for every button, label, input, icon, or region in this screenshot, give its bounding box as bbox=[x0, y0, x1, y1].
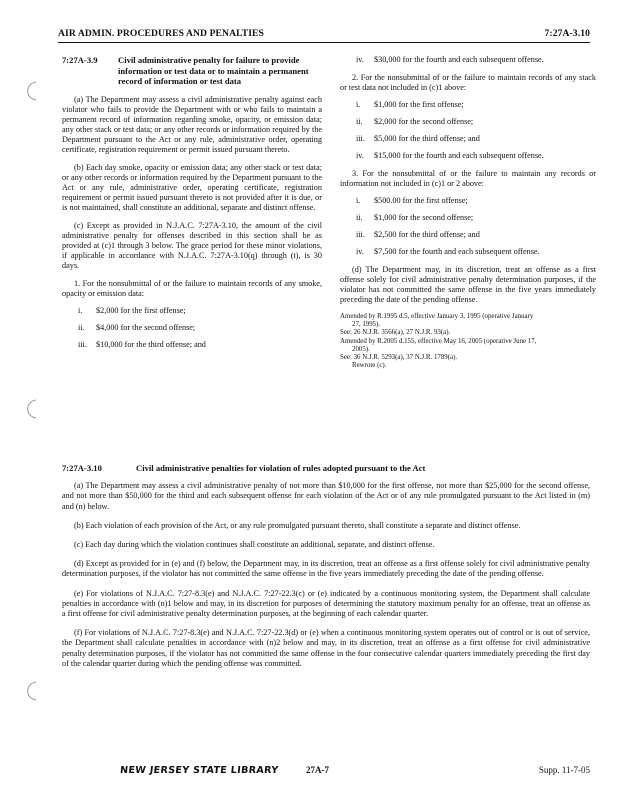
history-line: See: 26 N.J.R. 3566(a), 27 N.J.R. 93(a). bbox=[340, 329, 451, 337]
list-item: ii. $1,000 for the second offense; bbox=[356, 213, 474, 222]
punch-hole-icon bbox=[22, 398, 40, 420]
history-notes bbox=[340, 313, 596, 370]
item-2-intro: 2. For the nonsubmittal of or the failure to maintain records of any stack or test data not included in (c)1 above: bbox=[340, 73, 596, 92]
paragraph-c: (c) Except as provided in N.J.A.C. 7:27A-3.10, the amount of the civil administrative penalty for offenses described in this section shall be as provided at (c)1 through 3 below. The grace period for these minor violations, if applicable in accordance with N.J.A.C. 7:27A-3.10(q) through (t), is 30 days. bbox=[62, 220, 322, 270]
punch-hole-icon bbox=[22, 680, 40, 702]
paragraph-a: (a) The Department may assess a civil administrative penalty against each violator who fails to provide the Department with or who fails to maintain a permanent record of information regarding smoke, opacity, or emission data; any other stack or test data; or any other records or information required by the Department pursuant to the Act or any rule, administrative order, operating certificate, registration requirement or permit issued pursuant thereto. bbox=[62, 94, 322, 154]
list-item: i. $2,000 for the first offense; bbox=[78, 305, 186, 315]
left-column bbox=[62, 55, 322, 358]
section-heading bbox=[62, 463, 590, 473]
section-title: Civil administrative penalty for failure to provide information or test data or to maintain a permanent record of information or test data bbox=[118, 55, 309, 86]
history-line: Amended by R.2005 d.155, effective May 16, 2005 (operative June 17, bbox=[340, 337, 537, 345]
right-column bbox=[340, 55, 596, 370]
paragraph: (c) Each day during which the violation continues shall constitute an additional, separate, and distinct offense. bbox=[74, 540, 435, 550]
item-1-intro: 1. For the nonsubmittal of or the failure to maintain records of any smoke, opacity or emission data: bbox=[62, 278, 322, 298]
paragraph-b: (b) Each day smoke, opacity or emission data; any other stack or test data; or any other records or information required by the Department pursuant to the Act or any rule, administrative order, operating certificate, registration requirement or permit issued pursuant thereto is not provided after it is due, or is not maintained, shall constitute an additional, separate and distinct offense. bbox=[62, 162, 322, 212]
item-3-intro: 3. For the nonsubmittal of or the failure to maintain any records or information not included in (c)1 or 2 above: bbox=[340, 169, 596, 188]
section-3-10 bbox=[62, 463, 590, 678]
list-item: i. $500.00 for the first offense; bbox=[356, 196, 468, 205]
list-item: iii. $5,000 for the third offense; and bbox=[356, 134, 480, 143]
paragraph: (f) For violations of N.J.A.C. 7:27-8.3(e) and N.J.A.C. 7:27-22.3(d) or (e) when a continuous monitoring system operates out of control or is out of service, the Department shall calculate penalties in accordance with (n)2 below and may, in its discretion, treat an offense as a first offense for civil administrative penalty determination purposes, if the violator has not committed the same offense in the four consecutive calendar quarters immediately preceding the first day of the calendar quarter during which the pending offense was committed. bbox=[62, 628, 590, 668]
history-line: Amended by R.1995 d.5, effective January 3, 1995 (operative January bbox=[340, 313, 534, 320]
item-2-list bbox=[340, 100, 596, 161]
history-line: 27, 1995). bbox=[352, 321, 381, 329]
item-1-list-continued bbox=[340, 55, 596, 65]
library-stamp: NEW JERSEY STATE LIBRARY bbox=[119, 765, 279, 776]
list-item: iii. $2,500 for the third offense; and bbox=[356, 230, 480, 239]
history-line: 2005). bbox=[352, 345, 370, 353]
paragraph: (e) For violations of N.J.A.C. 7:27-8.3(e) and N.J.A.C. 7:27-22.3(c) or (e) indicated by a continuous monitoring system, the Department shall calculate penalties in accordance with (n)1 below and may, in its discretion for purposes of determining the statutory maximum penalty for an offense, treat an offense as a first offense for civil administrative penalty determination purposes, at the beginning of each calendar quarter. bbox=[62, 588, 590, 619]
running-head-right: 7:27A-3.10 bbox=[544, 28, 590, 39]
list-item: i. $1,000 for the first offense; bbox=[356, 100, 464, 109]
paragraph: (a) The Department may assess a civil administrative penalty of not more than $10,000 for the first offense, not more than $25,000 for the second offense, and not more than $50,000 for the third and each subsequent offense for each violation of the Act or of any rule promulgated pursuant to the Act listed in (m) and (n) below. bbox=[62, 481, 590, 511]
item-3-list bbox=[340, 196, 596, 257]
list-item: iv. $30,000 for the fourth and each subsequent offense. bbox=[356, 55, 544, 64]
list-item: iv. $7,500 for the fourth and each subsequent offense. bbox=[356, 247, 540, 256]
list-item: ii. $2,000 for the second offense; bbox=[356, 117, 474, 126]
running-head bbox=[58, 28, 590, 43]
paragraph: (d) Except as provided for in (e) and (f) below, the Department may, in its discretion, treat an offense as a first offense solely for civil administrative penalty determination purposes, if the violator has not committed the same offense in the five years immediately preceding the date of the pending offense. bbox=[62, 559, 590, 579]
page-number: 27A-7 bbox=[306, 765, 329, 775]
section-number: 7:27A-3.10 bbox=[62, 463, 102, 473]
page-footer bbox=[62, 765, 590, 779]
punch-hole-icon bbox=[22, 80, 40, 102]
paragraph: (b) Each violation of each provision of the Act, or any rule promulgated pursuant thereto, shall constitute a separate and distinct offense. bbox=[74, 520, 521, 530]
supplement-date: Supp. 11-7-05 bbox=[538, 765, 590, 775]
list-item: iii. $10,000 for the third offense; and bbox=[78, 339, 206, 349]
item-1-list bbox=[62, 306, 322, 350]
section-heading bbox=[62, 55, 322, 87]
list-item: iv. $15,000 for the fourth and each subsequent offense. bbox=[356, 151, 544, 160]
history-line: See: 36 N.J.R. 5293(a), 37 N.J.R. 1789(a). bbox=[340, 354, 458, 362]
section-number: 7:27A-3.9 bbox=[62, 55, 98, 65]
history-line: Rewrote (c). bbox=[352, 362, 387, 370]
list-item: ii. $4,000 for the second offense; bbox=[78, 322, 196, 332]
paragraph-d: (d) The Department may, in its discretion, treat an offense as a first offense solely for civil administrative penalty determination purposes, if the violator has not committed the same offense in the five years immediately preceding the date of the pending offense. bbox=[340, 265, 596, 304]
section-title: Civil administrative penalties for violation of rules adopted pursuant to the Act bbox=[136, 463, 426, 473]
running-head-left: AIR ADMIN. PROCEDURES AND PENALTIES bbox=[58, 28, 264, 39]
